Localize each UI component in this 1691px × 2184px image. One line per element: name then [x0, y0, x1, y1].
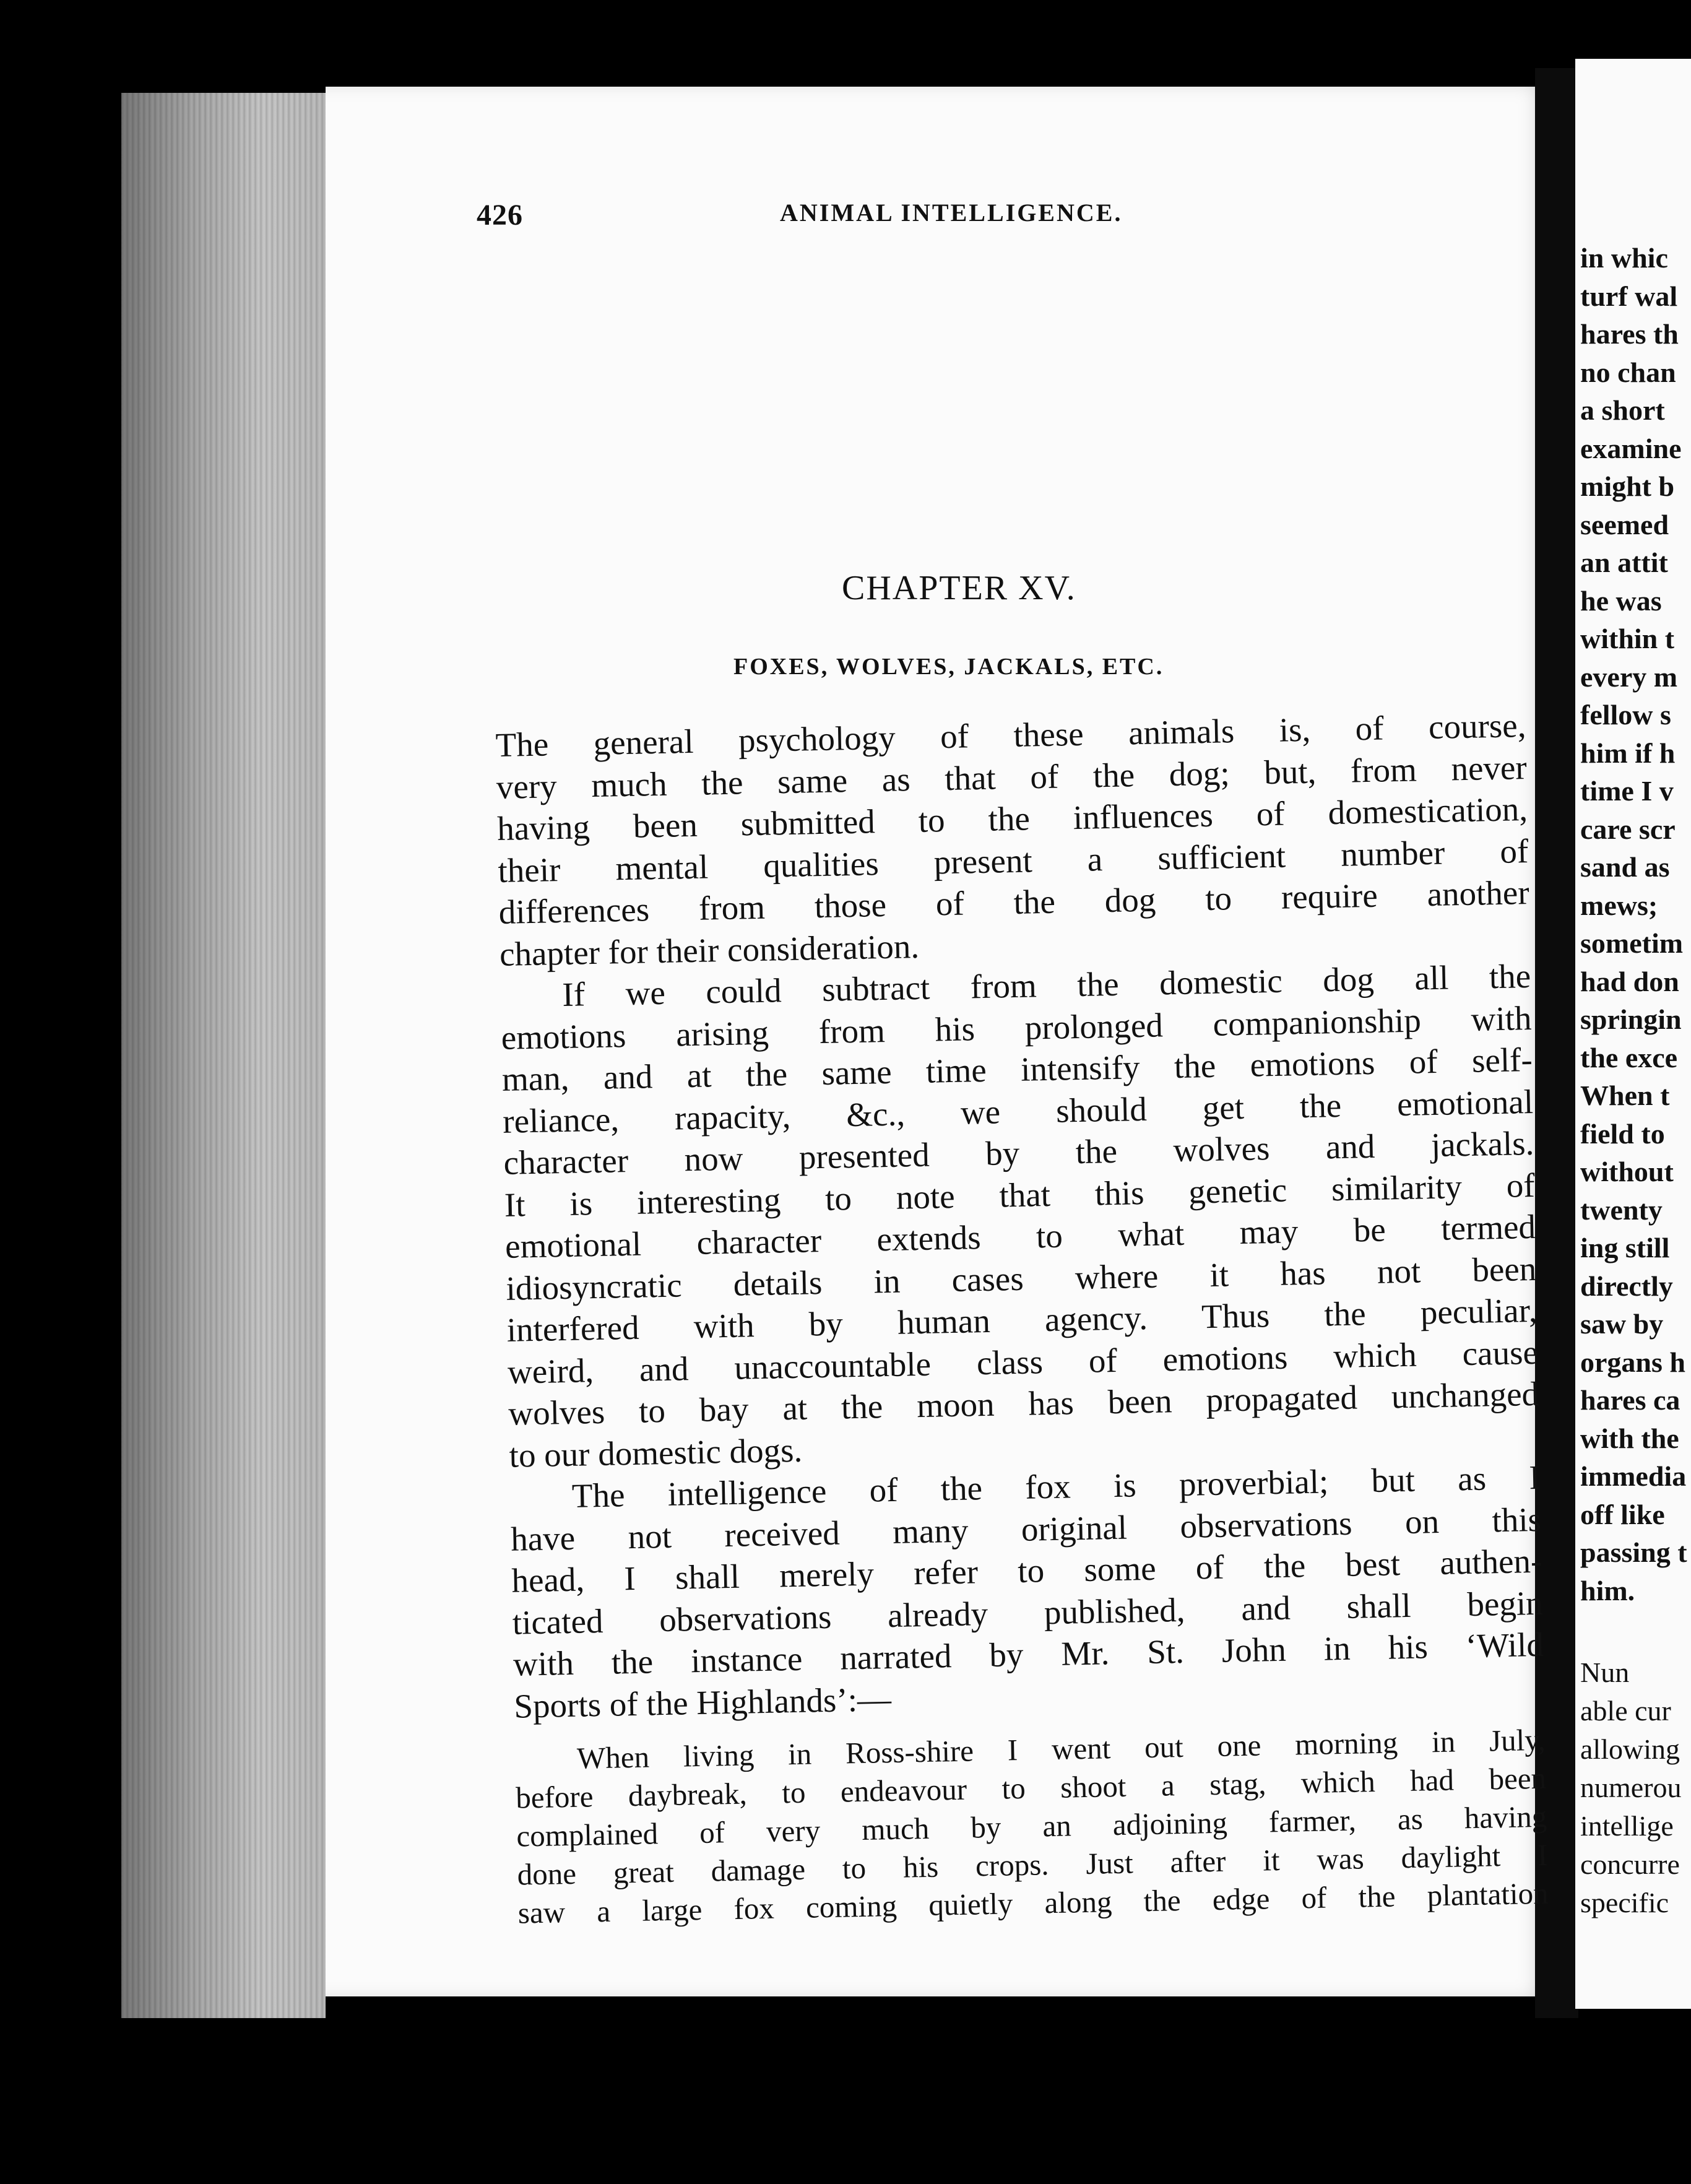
- text-line: character now presented by the wolves and jackals.: [503, 1124, 1534, 1182]
- text-line: weird, and unaccountable class of emotions which cause: [507, 1333, 1539, 1391]
- text-line: saw a large fox coming quietly along the edge of the plantation: [517, 1876, 1549, 1930]
- facing-page: [1575, 59, 1691, 2009]
- facing-page-line: immedia: [1580, 1460, 1687, 1492]
- text-line: very much the same as that of the dog; but, from never: [496, 748, 1528, 806]
- text-line: The intelligence of the fox is proverbial; but as I: [571, 1458, 1541, 1515]
- facing-page-line: able cur: [1580, 1695, 1671, 1727]
- facing-page-line: springin: [1580, 1003, 1682, 1035]
- facing-page-line: twenty: [1580, 1194, 1663, 1226]
- text-line: It is interesting to note that this genetic similarity of: [504, 1166, 1536, 1224]
- facing-page-line: in whic: [1580, 242, 1668, 274]
- facing-page-line: concurre: [1580, 1848, 1680, 1880]
- facing-page-line: Nun: [1580, 1657, 1630, 1688]
- facing-page-line: hares ca: [1580, 1384, 1680, 1416]
- text-line: When living in Ross-shire I went out one morning in July,: [576, 1722, 1546, 1775]
- text-line: emotions arising from his prolonged companionship with: [501, 999, 1532, 1057]
- facing-page-line: passing t: [1580, 1536, 1687, 1568]
- facing-page-line: turf wal: [1580, 280, 1678, 312]
- facing-page-line: examine: [1580, 432, 1682, 464]
- facing-page-line: had don: [1580, 965, 1679, 997]
- facing-page-line: ing still: [1580, 1232, 1670, 1263]
- text-line: ticated observations already published, and shall begin: [512, 1584, 1544, 1642]
- text-line: man, and at the same time intensify the emotions of self-: [501, 1040, 1533, 1098]
- chapter-subtitle: FOXES, WOLVES, JACKALS, ETC.: [733, 654, 1164, 680]
- block-quote: [515, 1721, 1549, 1933]
- facing-page-line: might b: [1580, 470, 1675, 502]
- facing-page-line: care scr: [1580, 813, 1676, 845]
- facing-page-line: every m: [1580, 661, 1678, 693]
- chapter-title: CHAPTER XV.: [842, 569, 1076, 607]
- facing-page-line: seemed: [1580, 508, 1669, 540]
- facing-page-line: specific: [1580, 1887, 1669, 1918]
- text-line: differences from those of the dog to require another: [498, 873, 1530, 931]
- text-line: If we could subtract from the domestic dog all the: [561, 956, 1531, 1013]
- text-line: having been submitted to the influences of domestication,: [496, 790, 1528, 847]
- text-line: complained of very much by an adjoining farmer, as having: [516, 1799, 1547, 1853]
- text-line: The general psychology of these animals is, of course,: [495, 706, 1526, 764]
- facing-page-line: without: [1580, 1156, 1674, 1187]
- text-line: interfered with by human agency. Thus the peculiar,: [506, 1291, 1538, 1349]
- text-line: emotional character extends to what may be termed: [504, 1207, 1536, 1265]
- running-head: [477, 198, 1281, 235]
- text-line: chapter for their consideration.: [499, 927, 920, 973]
- running-title: ANIMAL INTELLIGENCE.: [780, 199, 1123, 227]
- text-line: Sports of the Highlands’:—: [513, 1679, 892, 1725]
- facing-page-line: he was: [1580, 584, 1662, 617]
- facing-page-line: intellige: [1580, 1810, 1674, 1842]
- facing-page-line: fellow s: [1580, 699, 1671, 730]
- page-number: 426: [477, 199, 523, 232]
- body-paragraphs: [495, 704, 1545, 1727]
- facing-page-line: with the: [1580, 1422, 1679, 1454]
- text-line: before daybreak, to endeavour to shoot a stag, which had been: [515, 1761, 1547, 1815]
- text-line: idiosyncratic details in cases where it has not been: [505, 1249, 1537, 1307]
- facing-page-line: directly: [1580, 1270, 1673, 1302]
- facing-page-line: mews;: [1580, 889, 1658, 921]
- text-line: reliance, rapacity, &c., we should get the emotional: [502, 1082, 1534, 1140]
- facing-page-line: numerou: [1580, 1772, 1682, 1803]
- facing-page-line: field to: [1580, 1117, 1665, 1150]
- facing-page-line: him if h: [1580, 737, 1676, 769]
- text-line: to our domestic dogs.: [509, 1431, 803, 1475]
- facing-page-line: him.: [1580, 1574, 1635, 1606]
- facing-page-line: saw by: [1580, 1308, 1664, 1340]
- facing-page-line: sand as: [1580, 851, 1670, 883]
- facing-page-line: no chan: [1580, 356, 1676, 388]
- body-text: [495, 704, 1549, 1933]
- text-line: with the instance narrated by Mr. St. John in his ‘Wild: [512, 1625, 1544, 1683]
- facing-page-line: off like: [1580, 1498, 1665, 1530]
- facing-page-line: an attit: [1580, 547, 1668, 578]
- text-line: their mental qualities present a sufficient number of: [497, 831, 1529, 890]
- facing-page-line: When t: [1580, 1080, 1670, 1111]
- facing-page-line: time I v: [1580, 775, 1674, 807]
- facing-page-line: within t: [1580, 623, 1675, 654]
- book-fore-edge: [121, 93, 326, 2018]
- facing-page-line: hares th: [1580, 318, 1679, 350]
- text-line: done great damage to his crops. Just after it was daylight I: [517, 1837, 1548, 1892]
- facing-page-line: organs h: [1580, 1346, 1685, 1378]
- text-line: head, I shall merely refer to some of the best authen-: [511, 1541, 1542, 1600]
- text-line: have not received many original observations on this: [510, 1500, 1542, 1558]
- facing-page-line: a short: [1580, 394, 1665, 426]
- facing-page-line: the exce: [1580, 1041, 1678, 1073]
- facing-page-line: allowing: [1580, 1733, 1680, 1765]
- facing-page-line: sometim: [1580, 927, 1684, 959]
- text-line: wolves to bay at the moon has been propagated unchanged: [508, 1374, 1539, 1432]
